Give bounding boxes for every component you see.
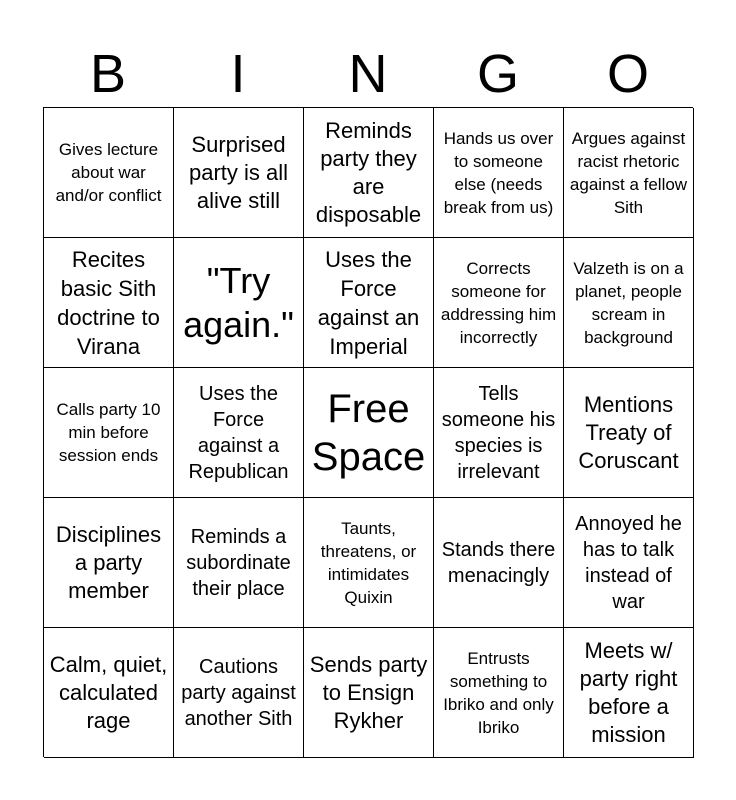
cell-text: Annoyed he has to talk instead of war — [575, 512, 682, 613]
bingo-cell[interactable] — [564, 368, 694, 498]
cell-text: Hands us over to someone else (needs break from us) — [443, 128, 554, 217]
bingo-cell[interactable] — [174, 108, 304, 238]
cell-text: Valzeth is on a planet, people scream in background — [573, 258, 684, 347]
cell-text: Corrects someone for addressing him incorrectly — [440, 258, 557, 347]
bingo-cell[interactable] — [304, 238, 434, 368]
bingo-cell[interactable] — [434, 628, 564, 758]
bingo-cell[interactable] — [44, 108, 174, 238]
bingo-cell[interactable] — [174, 628, 304, 758]
bingo-cell[interactable] — [434, 108, 564, 238]
bingo-cell[interactable] — [434, 368, 564, 498]
cell-text: Uses the Force against a Republican — [188, 382, 289, 483]
bingo-cell[interactable] — [44, 238, 174, 368]
header-letter-g: G — [476, 44, 519, 104]
bingo-cell[interactable] — [44, 368, 174, 498]
bingo-cell[interactable] — [434, 498, 564, 628]
bingo-cell[interactable] — [564, 628, 694, 758]
bingo-cell[interactable] — [564, 498, 694, 628]
header-letter-n: N — [348, 44, 388, 104]
cell-text: Argues against racist rhetoric against a fellow Sith — [569, 128, 688, 217]
cell-text: Cautions party against another Sith — [181, 655, 296, 730]
bingo-cell[interactable] — [44, 498, 174, 628]
cell-text: Calm, quiet, calculated rage — [49, 651, 168, 733]
cell-text: Recites basic Sith doctrine to Virana — [57, 246, 160, 359]
cell-text: Surprised party is all alive still — [188, 131, 289, 213]
bingo-cell[interactable] — [304, 108, 434, 238]
cell-text: Sends party to Ensign Rykher — [309, 651, 428, 733]
bingo-header — [43, 42, 693, 106]
bingo-cell[interactable] — [304, 628, 434, 758]
cell-text: Meets w/ party right before a mission — [579, 637, 678, 747]
header-letter-i: I — [230, 44, 246, 104]
cell-text: Free Space — [311, 386, 426, 479]
header-letter-o: O — [606, 44, 649, 104]
cell-text: Disciplines a party member — [55, 521, 162, 603]
bingo-cell[interactable] — [304, 498, 434, 628]
cell-text: Mentions Treaty of Coruscant — [578, 391, 679, 473]
cell-text: Gives lecture about war and/or conflict — [55, 140, 162, 205]
bingo-cell-free-space[interactable] — [304, 368, 434, 498]
header-letter-b: B — [89, 44, 127, 104]
bingo-cell[interactable] — [174, 368, 304, 498]
cell-text: Taunts, threatens, or intimidates Quixin — [320, 518, 417, 607]
cell-text: "Try again." — [183, 259, 294, 345]
cell-text: Calls party 10 min before session ends — [56, 400, 161, 465]
bingo-cell[interactable] — [434, 238, 564, 368]
bingo-cell[interactable] — [564, 238, 694, 368]
bingo-cell[interactable] — [44, 628, 174, 758]
bingo-cell[interactable] — [564, 108, 694, 238]
cell-text: Uses the Force against an Imperial — [317, 246, 420, 359]
bingo-cell[interactable] — [174, 238, 304, 368]
cell-text: Stands there menacingly — [441, 538, 556, 587]
cell-text: Reminds a subordinate their place — [186, 525, 291, 600]
cell-text: Tells someone his species is irrelevant — [441, 382, 556, 483]
bingo-cell[interactable] — [174, 498, 304, 628]
cell-text: Entrusts something to Ibriko and only Ibriko — [443, 648, 554, 737]
cell-text: Reminds party they are disposable — [315, 117, 422, 227]
bingo-grid — [43, 107, 693, 757]
